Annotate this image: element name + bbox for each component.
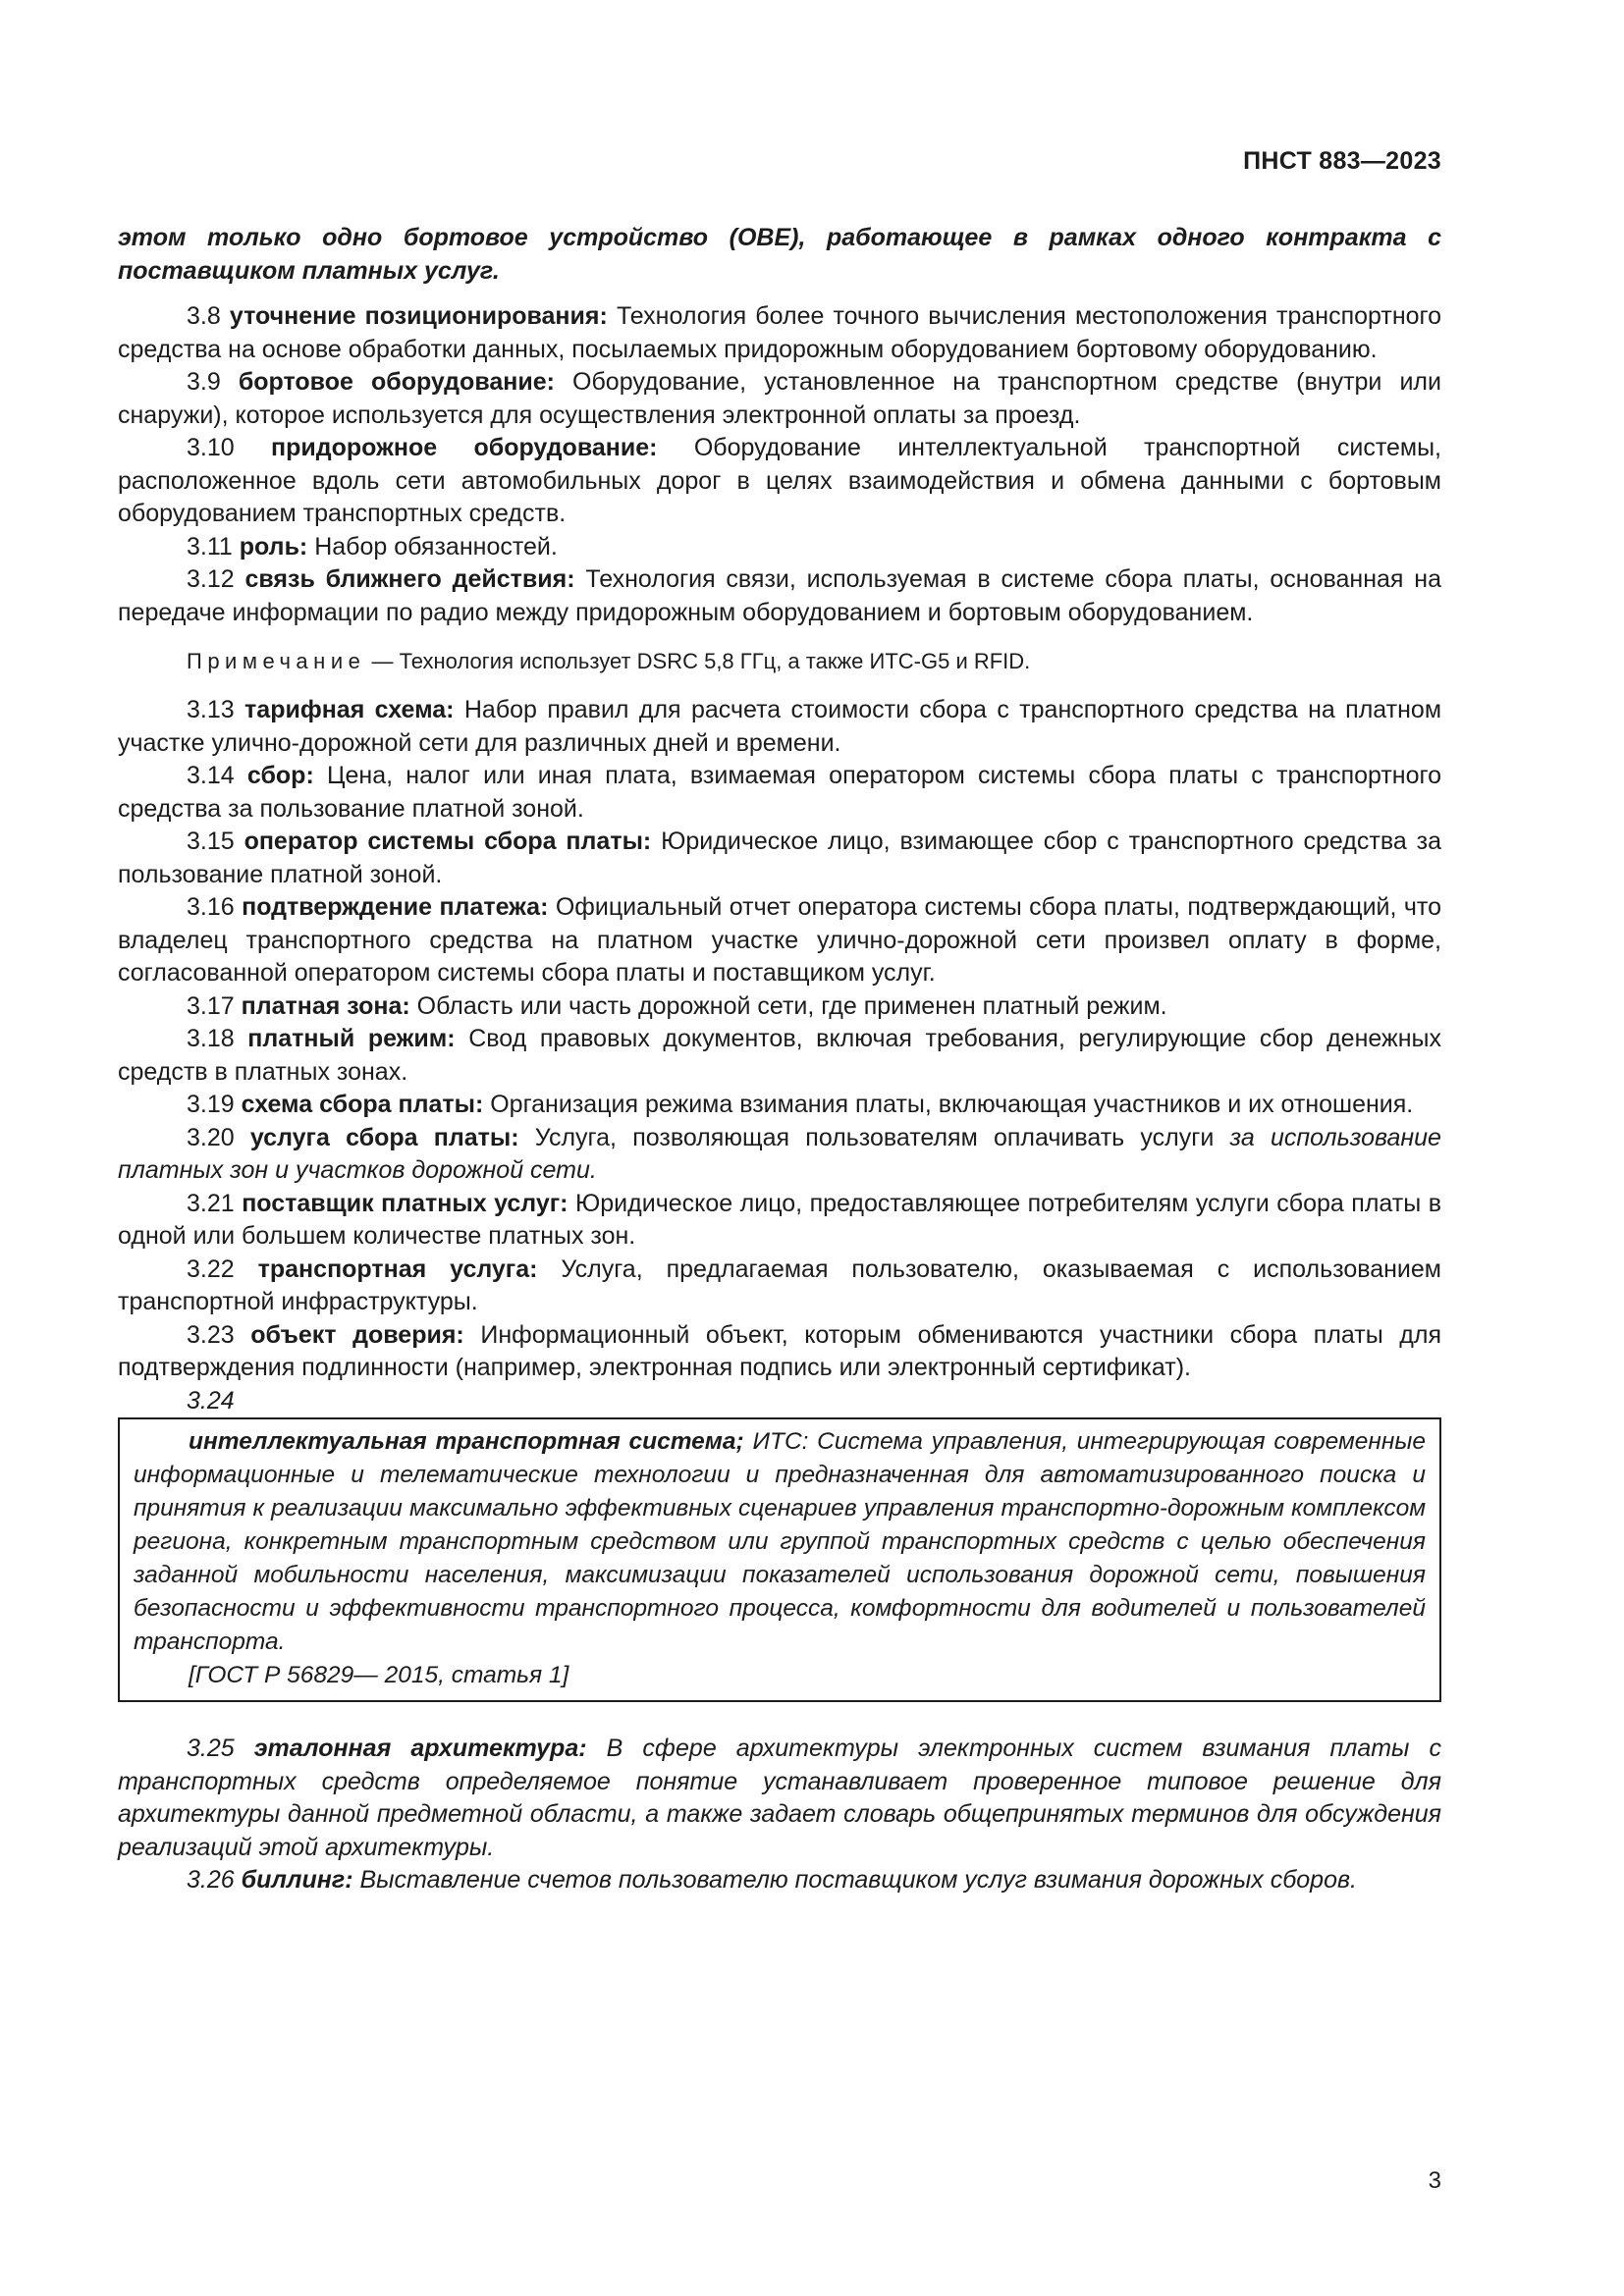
quoted-term: интеллектуальная транспортная система;: [189, 1428, 744, 1455]
document-code: ПНСТ 883—2023: [1243, 147, 1441, 175]
quoted-definition-box: [118, 1417, 1441, 1702]
term-title: услуга сбора платы:: [249, 1123, 519, 1151]
term-title: объект доверия:: [250, 1320, 464, 1349]
quoted-definition-text: ИТС: Система управления, интегрирующая современные информационные и телематические технологии и предназначенная для автоматизированного поиска и принятия к реализации максимально эффективных сценариев управления транспортно-дорожным комплексом региона, конкретным транспортным средством или группой транспортных средств с целью обеспечения заданной мобильности населения, максимизации показателей использования дорожной сети, повышения безопасности и эффективности транспортного процесса, комфортности для водителей и пользователей транспорта.: [134, 1428, 1426, 1655]
term-title: тарифная схема:: [244, 696, 455, 723]
term-3-21: 3.21 поставщик платных услуг: Юридическое лицо, предоставляющее потребителям услуги сбора платы в одной или большем количестве платных зон.: [118, 1189, 1441, 1250]
term-3-11: 3.11 роль: Набор обязанностей.: [187, 532, 558, 561]
term-3-8: 3.8 уточнение позиционирования: Технология более точного вычисления местоположения транспортного средства на основе обработки данных, посылаемых придорожным оборудованием бортовому оборудованию.: [118, 302, 1442, 363]
term-title: оператор системы сбора платы:: [244, 828, 652, 855]
term-title: эталонная архитектура: [253, 1735, 579, 1762]
quoted-source: [ГОСТ Р 56829— 2015, статья 1]: [189, 1662, 569, 1688]
continuation-text: этом только одно бортовое устройство (OBE), работающее в рамках одного контракта с поставщиком платных услуг.: [118, 224, 1441, 285]
term-3-16: 3.16 подтверждение платежа: Официальный отчет оператора системы сбора платы, подтверждающий, что владелец транспортного средства на платном участке улично-дорожной сети произвел оплату в форме, согласованной оператором системы сбора платы и поставщиком услуг.: [118, 893, 1441, 987]
term-3-24-number: 3.24: [187, 1386, 235, 1415]
term-3-23: 3.23 объект доверия: Информационный объект, которым обмениваются участники сбора платы для подтверждения подлинности (например, электронная подпись или электронный сертификат).: [118, 1320, 1441, 1381]
term-3-14: 3.14 сбор: Цена, налог или иная плата, взимаемая оператором системы сбора платы с транспортного средства за пользование платной зоной.: [118, 762, 1441, 823]
term-title: поставщик платных услуг:: [242, 1189, 568, 1217]
term-title: платный режим:: [247, 1025, 456, 1052]
term-3-22: 3.22 транспортная услуга: Услуга, предлагаемая пользователю, оказываемая с использованием транспортной инфраструктуры.: [118, 1255, 1441, 1315]
term-title: транспортная услуга:: [257, 1255, 538, 1283]
term-3-15: 3.15 оператор системы сбора платы: Юридическое лицо, взимающее сбор с транспортного средства за пользование платной зоной.: [118, 828, 1441, 888]
term-3-20: 3.20 услуга сбора платы: Услуга, позволяющая пользователям оплачивать услуги за использование платных зон и участков дорожной сети.: [118, 1123, 1441, 1184]
note-text: — Технология использует DSRC 5,8 ГГц, а также ИТС-G5 и RFID.: [371, 649, 1031, 673]
note: [118, 647, 1441, 676]
quoted-definition: [134, 1425, 1426, 1659]
term-title: подтверждение платежа:: [242, 893, 549, 921]
note-label: Примечание: [187, 649, 366, 673]
term-title: связь ближнего действия:: [244, 565, 575, 593]
term-title: биллинг: [241, 1866, 346, 1894]
term-3-13: 3.13 тарифная схема: Набор правил для расчета стоимости сбора с транспортного средства на платном участке улично-дорожной сети для различных дней и времени.: [118, 696, 1442, 757]
document-body: [118, 222, 1441, 1897]
page-number: 3: [1428, 2167, 1441, 2194]
term-3-12: 3.12 связь ближнего действия: Технология связи, используемая в системе сбора платы, основанная на передаче информации по радио между придорожным оборудованием и бортовым оборудованием.: [118, 565, 1441, 626]
term-title: придорожное оборудование:: [271, 434, 658, 461]
term-3-19: 3.19 схема сбора платы: Организация режима взимания платы, включающая участников и их отношения.: [187, 1091, 1414, 1118]
term-3-26: 3.26 биллинг: Выставление счетов пользователю поставщиком услуг взимания дорожных сборов.: [187, 1866, 1357, 1894]
term-title: сбор:: [246, 762, 314, 789]
term-3-18: 3.18 платный режим: Свод правовых документов, включая требования, регулирующие сбор денежных средств в платных зонах.: [118, 1025, 1441, 1086]
term-title: роль:: [239, 532, 308, 561]
term-3-25: 3.25 эталонная архитектура: В сфере архитектуры электронных систем взимания платы с транспортных средств определяемое понятие устанавливает проверенное типовое решение для архитектуры данной предметной области, а также задает словарь общепринятых терминов для обсуждения реализаций этой архитектуры.: [118, 1735, 1441, 1861]
term-title: схема сбора платы:: [241, 1091, 484, 1118]
term-3-17: 3.17 платная зона: Область или часть дорожной сети, где применен платный режим.: [187, 991, 1167, 1020]
term-title: платная зона:: [241, 991, 410, 1020]
term-title: уточнение позиционирования:: [229, 302, 608, 330]
term-title: бортовое оборудование:: [238, 368, 555, 396]
term-3-10: 3.10 придорожное оборудование: Оборудование интеллектуальной транспортной системы, расположенное вдоль сети автомобильных дорог в целях взаимодействия и обмена данными с бортовым оборудованием транспортных средств.: [118, 434, 1441, 527]
term-3-9: 3.9 бортовое оборудование: Оборудование, установленное на транспортном средстве (внутри или снаружи), которое используется для осуществления электронной оплаты за проезд.: [118, 368, 1441, 429]
